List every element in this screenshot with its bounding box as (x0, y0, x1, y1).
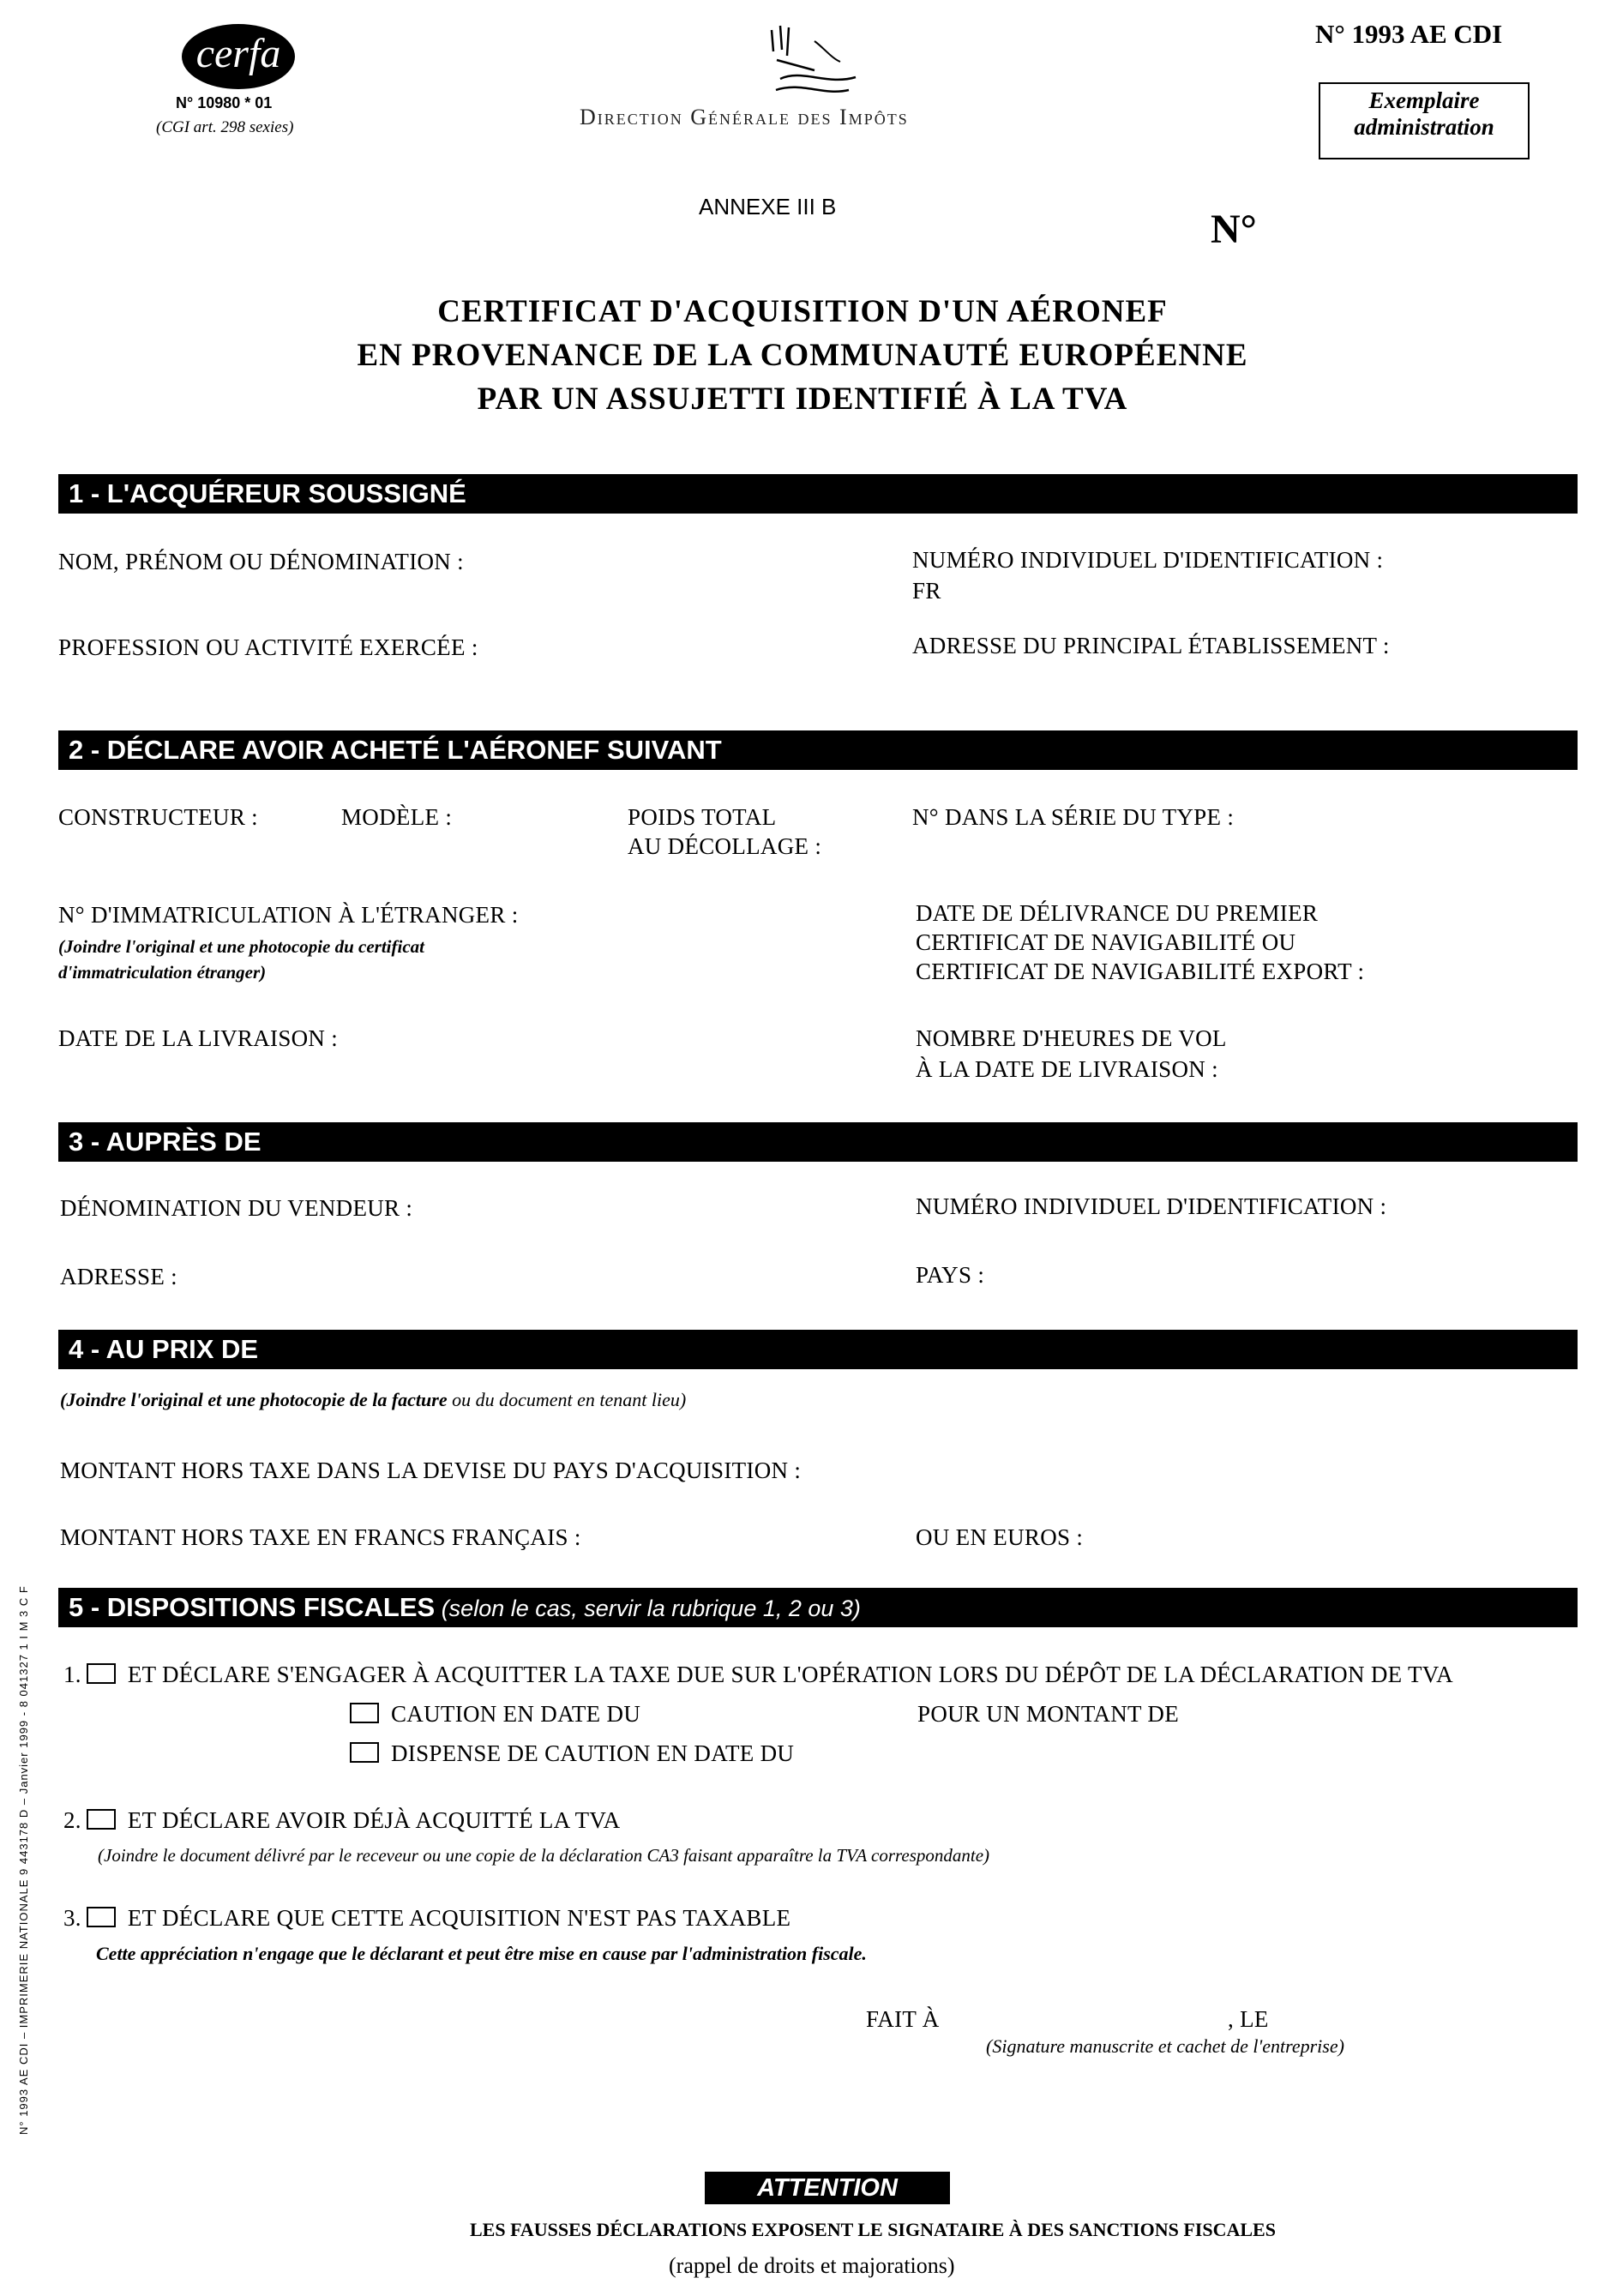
seller-name-label: DÉNOMINATION DU VENDEUR : (60, 1195, 413, 1221)
cgi-reference: (CGI art. 298 sexies) (156, 118, 294, 136)
airworthiness-date-label-2: CERTIFICAT DE NAVIGABILITÉ OU (916, 929, 1296, 955)
signed-on-label: , LE (1228, 2006, 1269, 2032)
option2-row: 2. ET DÉCLARE AVOIR DÉJÀ ACQUITTÉ LA TVA (63, 1807, 621, 1833)
takeoff-weight-label-1: POIDS TOTAL (628, 804, 777, 830)
signature-note: (Signature manuscrite et cachet de l'entreprise) (986, 2035, 1344, 2057)
caution-checkbox[interactable] (350, 1703, 379, 1723)
dgi-emblem (754, 17, 857, 103)
org-name: Direction Générale des Impôts (580, 105, 909, 129)
section1-header: 1 - L'ACQUÉREUR SOUSSIGNÉ (58, 474, 1578, 514)
takeoff-weight-label-2: AU DÉCOLLAGE : (628, 833, 822, 859)
foreign-registration-label: N° D'IMMATRICULATION À L'ÉTRANGER : (58, 902, 519, 928)
amount-foreign-currency-label: MONTANT HORS TAXE DANS LA DEVISE DU PAYS D'ACQUISITION : (60, 1458, 802, 1483)
cerfa-number: N° 10980 * 01 (176, 94, 273, 111)
option2-checkbox[interactable] (87, 1809, 116, 1830)
acquirer-vat-id-prefix: FR (912, 578, 941, 604)
amount-euros-label: OU EN EUROS : (916, 1524, 1084, 1550)
option3-label: ET DÉCLARE QUE CETTE ACQUISITION N'EST PAS TAXABLE (127, 1905, 791, 1931)
warning-text: LES FAUSSES DÉCLARATIONS EXPOSENT LE SIGNATAIRE À DES SANCTIONS FISCALES (470, 2219, 1276, 2240)
seller-vat-id-label: NUMÉRO INDIVIDUEL D'IDENTIFICATION : (916, 1193, 1387, 1219)
airworthiness-date-label-3: CERTIFICAT DE NAVIGABILITÉ EXPORT : (916, 959, 1365, 984)
option1-checkbox[interactable] (87, 1663, 116, 1684)
dispense-row: DISPENSE DE CAUTION EN DATE DU (350, 1740, 794, 1767)
section4-header: 4 - AU PRIX DE (58, 1330, 1578, 1369)
flight-hours-label-2: À LA DATE DE LIVRAISON : (916, 1056, 1218, 1082)
seller-address-label: ADRESSE : (60, 1264, 177, 1289)
model-label: MODÈLE : (341, 804, 453, 830)
foreign-registration-note-2: d'immatriculation étranger) (58, 962, 267, 983)
cerfa-logo: cerfa (182, 24, 295, 89)
option3-note: Cette appréciation n'engage que le déclarant et peut être mise en cause par l'administration fiscale. (96, 1943, 867, 1964)
section5-header: 5 - DISPOSITIONS FISCALES (selon le cas, servir la rubrique 1, 2 ou 3) (58, 1588, 1578, 1627)
flight-hours-label-1: NOMBRE D'HEURES DE VOL (916, 1025, 1227, 1051)
acquirer-vat-id-label: NUMÉRO INDIVIDUEL D'IDENTIFICATION : (912, 547, 1384, 573)
acquirer-address-label: ADRESSE DU PRINCIPAL ÉTABLISSEMENT : (912, 633, 1390, 658)
seller-country-label: PAYS : (916, 1262, 985, 1288)
attention-banner: ATTENTION (705, 2172, 950, 2204)
option2-label: ET DÉCLARE AVOIR DÉJÀ ACQUITTÉ LA TVA (127, 1807, 621, 1833)
certificate-number-label: N° (1211, 207, 1257, 252)
annexe-label: ANNEXE III B (699, 194, 837, 219)
warning-subtext: (rappel de droits et majorations) (669, 2253, 955, 2278)
option1-label: ET DÉCLARE S'ENGAGER À ACQUITTER LA TAXE DUE SUR L'OPÉRATION LORS DU DÉPÔT DE LA DÉCLARATION DE TVA (127, 1662, 1453, 1687)
side-print-reference: N° 1993 AE CDI – IMPRIMERIE NATIONALE 9 443178 D – Janvier 1999 - 8 041327 1 I M 3 C F (17, 1585, 30, 2135)
caution-row: CAUTION EN DATE DU (350, 1701, 640, 1728)
serial-number-label: N° DANS LA SÉRIE DU TYPE : (912, 804, 1235, 830)
option3-checkbox[interactable] (87, 1907, 116, 1927)
acquirer-profession-label: PROFESSION OU ACTIVITÉ EXERCÉE : (58, 634, 478, 660)
form-title-line1: CERTIFICAT D'ACQUISITION D'UN AÉRONEF (437, 294, 1168, 329)
caution-amount-label: POUR UN MONTANT DE (917, 1701, 1179, 1727)
option1-row: 1. ET DÉCLARE S'ENGAGER À ACQUITTER LA TAXE DUE SUR L'OPÉRATION LORS DU DÉPÔT DE LA DÉCLARATION DE TVA (63, 1662, 1453, 1687)
copy-label-box: Exemplaire administration (1319, 82, 1530, 159)
foreign-registration-note-1: (Joindre l'original et une photocopie du certificat (58, 936, 424, 957)
invoice-note: (Joindre l'original et une photocopie de la facture ou du document en tenant lieu) (60, 1389, 687, 1410)
amount-francs-label: MONTANT HORS TAXE EN FRANCS FRANÇAIS : (60, 1524, 581, 1550)
section2-header: 2 - DÉCLARE AVOIR ACHETÉ L'AÉRONEF SUIVANT (58, 730, 1578, 770)
form-title-line2: EN PROVENANCE DE LA COMMUNAUTÉ EUROPÉENNE (357, 338, 1248, 373)
form-title-line3: PAR UN ASSUJETTI IDENTIFIÉ À LA TVA (477, 382, 1128, 417)
constructor-label: CONSTRUCTEUR : (58, 804, 258, 830)
dispense-checkbox[interactable] (350, 1742, 379, 1763)
option3-row: 3. ET DÉCLARE QUE CETTE ACQUISITION N'EST PAS TAXABLE (63, 1905, 791, 1931)
section3-header: 3 - AUPRÈS DE (58, 1122, 1578, 1162)
signed-at-label: FAIT À (866, 2006, 940, 2032)
acquirer-name-label: NOM, PRÉNOM OU DÉNOMINATION : (58, 549, 464, 574)
form-number: N° 1993 AE CDI (1315, 19, 1503, 49)
airworthiness-date-label-1: DATE DE DÉLIVRANCE DU PREMIER (916, 900, 1319, 926)
delivery-date-label: DATE DE LA LIVRAISON : (58, 1025, 339, 1051)
option2-note: (Joindre le document délivré par le receveur ou une copie de la déclaration CA3 faisant apparaître la TVA correspondante) (98, 1845, 990, 1866)
